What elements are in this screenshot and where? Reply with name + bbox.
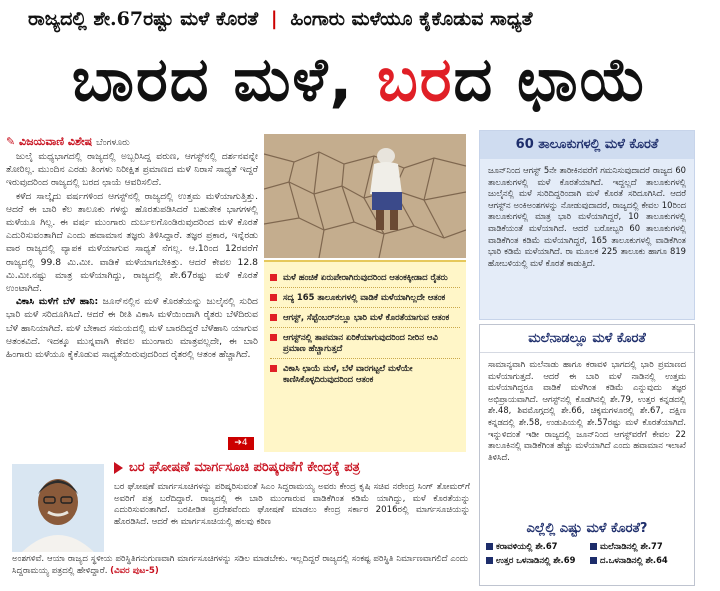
bullet-square-icon	[590, 543, 597, 550]
story-subsection-text: ಜೂನ್‌ನಲ್ಲಿನ ಮಳೆ ಕೊರತೆಯನ್ನು ಜುಲೈನಲ್ಲಿ ಸುರಿದ ಭಾರಿ ಮಳೆ ಸರಿದೂಗಿಸಿದೆ. ಆದರೆ ಈ ರೀತಿ ವಿಕಾಸಿ ಮಳೆಯಿಂದಾಗಿ ರೈತರು ಬೆಳೆದಿರುವ ಬೆಳೆ ಹಾನಿಯಾಗಿದೆ. ಮಳೆ ಬೇಕಾದ ಸಮಯದಲ್ಲಿ ಮಳೆ ಬಾರದಿದ್ದರೆ ಬೆಳೆಹಾನಿ ಯಾಗುವ ಆತಂಕವಿದೆ. ಇದಕ್ಕೂ ಮುನ್ನವಾಗಿ ಕೇವಲ ಮುಂಗಾರು ಮಾತ್ರವಲ್ಲದೇ, ಈ ಬಾರಿ ಹಿಂಗಾರು ಮಳೆಯೂ ಕೈಕೊಡುವ ಸಾಧ್ಯತೆಯಿರುವುದರಿಂದ ರೈತರಲ್ಲಿ ಆತಂಕ ಹೆಚ್ಚಾಗಿದೆ.	[6, 296, 258, 361]
bullet-square-icon	[270, 274, 277, 281]
highlight-text: ಸದ್ಯ 165 ತಾಲೂಕುಗಳಲ್ಲಿ ವಾಡಿಕೆ ಮಳೆಯಾಗಿಲ್ಲದೇ ಆತಂಕ	[283, 292, 446, 302]
story-body	[6, 150, 258, 361]
bullet-square-icon	[486, 557, 493, 564]
region-stat	[590, 541, 688, 552]
bottom-story-headline-text: ಬರ ಘೋಷಣೆ ಮಾರ್ಗಸೂಚಿ ಪರಿಷ್ಕರಣೆಗೆ ಕೇಂದ್ರಕ್ಕೆ ಪತ್ರ	[129, 460, 360, 475]
drought-photo	[264, 134, 466, 258]
kicker-separator: |	[270, 8, 278, 30]
taluk-box-text: ಜೂನ್‌ನಿಂದ ಆಗಸ್ಟ್ 5ನೇ ತಾರೀಕಿನವರೆಗೆ ಗಮನಿಸುವುದಾದರೆ ರಾಜ್ಯದ 60 ತಾಲೂಕುಗಳಲ್ಲಿ ಮಳೆ ಕೊರತೆಯಾಗಿದೆ. ಇದ್ದಲ್ಲದೆ ತಾಲೂಕುಗಳಲ್ಲಿ ಜುಲೈನಲ್ಲಿ ಮಳೆ ಸುರಿದಿದ್ದರಿಂದಾಗಿ ಮಳೆ ಕೊರತೆ ಸರಿದೂಗಿಸಿದೆ. ಆದರೆ ಆಗಸ್ಟ್‌ನ ಅಂಕಿಅಂಶಗಳನ್ನು ನೋಡುವುದಾದರೆ, ರಾಜ್ಯದಲ್ಲಿ ಕೇವಲ 10ರಿಂದ ತಾಲೂಕುಗಳಲ್ಲಿ ಮಾತ್ರ ಭಾರಿ ಮಳೆಯಾಗಿದ್ದರೆ, 10 ತಾಲೂಕುಗಳಲ್ಲಿ ವಾಡಿಕೆಯಂತೆ ಮಳೆಯಾಗಿದೆ. ಆದರೆ ಬರೋಬ್ಬರಿ 60 ತಾಲೂಕುಗಳಲ್ಲಿ ವಾಡಿಕೆಗಿಂತ ಕಡಿಮೆ ಮಳೆಯಾಗಿದ್ದರೆ, 165 ತಾಲೂಕುಗಳಲ್ಲಿ ವಾಡಿಕೆಗಿಂತ ಭಾರಿ ಕಡಿಮೆ ಮಳೆಯಾಗಿದೆ. ರಾ ಮೂಲಕ 225 ತಾಲೂಕು ಹಾಗೂ 819 ಹೋಬಳಿಯಲ್ಲಿ ಮಳೆ ಕೊರತೆ ಕಾಡುತ್ತಿದೆ.	[488, 165, 686, 268]
continued-page-badge[interactable]: ➔4	[228, 437, 254, 450]
highlight-text: ಆಗಸ್ಟ್‌ನಲ್ಲಿ ತಾಪಮಾನ ಏರಿಕೆಯಾಗುವುದರಿಂದ ನೀರಿನ ಆವಿ ಪ್ರಮಾಣ ಹೆಚ್ಚಾಗುತ್ತದೆ	[283, 332, 438, 353]
taluk-box-title: 60 ತಾಲೂಕುಗಳಲ್ಲಿ ಮಳೆ ಕೊರತೆ	[480, 131, 694, 159]
bottom-story-text-1: ಬರ ಘೋಷಣೆ ಮಾರ್ಗಸೂಚಿಗಳನ್ನು ಪರಿಷ್ಕರಿಸುವಂತೆ ಸಿಎಂ ಸಿದ್ದರಾಮಯ್ಯ ಅವರು ಕೇಂದ್ರ ಕೃಷಿ ಸಚಿವ ನರೇಂದ್ರ ಸಿಂಗ್ ತೋಮರ್‌ಗೆ ಅವರಿಗೆ ಪತ್ರ ಬರೆದಿದ್ದಾರೆ. ರಾಜ್ಯದಲ್ಲಿ ಈ ಬಾರಿ ಮುಂಗಾರುವ ವಾಡಿಕೆಗಿಂತ ಕಡಿಮೆ ಯಾಗಿದ್ದು, ಮಳೆ ಕೊರತೆಯನ್ನು ಎದುರಿಸುವಂತಾಗಿದೆ. ಬರಪೀಡಿತ ಪ್ರದೇಶವೆಂದು ಘೋಷಣೆ ಮಾಡಲು ಕೇಂದ್ರ ಸರ್ಕಾರ 2016ರಲ್ಲಿ ಮಾರ್ಗಸೂಚಿಯನ್ನು ಹೊರಡಿಸಿದೆ. ಆದರೆ ಈ ಮಾರ್ಗಸೂಚಿಯಲ್ಲಿ ಹಲವು ಕಠಿಣ	[114, 482, 470, 527]
cm-portrait	[12, 464, 104, 552]
story-paragraph-2: ಕಳೆದ ಸಾಲ್ಕೈದು ವರ್ಷಗಳಿಂದ ಆಗಸ್ಟ್‌ನಲ್ಲಿ ರಾಜ್ಯದಲ್ಲಿ ಉತ್ತಮ ಮಳೆಯಾಗುತ್ತಿತ್ತು. ಆದರೆ ಈ ಬಾರಿ ಕೆಲ ತಾಲೂಕು ಗಳನ್ನು ಹೊರತುಪಡಿಸಿದರೆ ಬಹುತೇಕ ಭಾಗಗಳಲ್ಲಿ ಮಳೆಯೂ ಗಿಲ್ಲ. ಈ ವರ್ಷ ಮುಂಗಾರು ದುರ್ಬಲಗೊಂಡಿರುವುದರಿಂದ ಮಳೆ ಕೊರತೆ ಎದುರಿಸುವಂತಾಗಿದೆ ಎಂದು ಹವಾಮಾನ ತಜ್ಞರು ತಿಳಿಸಿದ್ದಾರೆ. ತಜ್ಞರ ಪ್ರಕಾರ, ಇನ್ನೆರಡು ವಾರ ರಾಜ್ಯದಲ್ಲಿ ವ್ಯಾಪಕ ಮಳೆಯಾಗುವ ಸಾಧ್ಯತೆ ನೆಗಲ್ಲ. ಆ.1ರಿಂದ 12ರವರೆಗೆ ರಾಜ್ಯದಲ್ಲಿ 99.8 ಮಿ.ಮೀ. ವಾಡಿಕೆ ಮಳೆಯಾಗಬೇಕಿತ್ತು. ಆದರೆ ಕೇವಲ 12.8 ಮಿ.ಮೀ.ನಷ್ಟು ಮಾತ್ರ ಮಳೆಯಾಗಿದ್ದು, ರಾಜ್ಯದಲ್ಲಿ ಶೇ.67ರಷ್ಟು ಮಳೆ ಕೊರತೆ ಉಂಟಾಗಿದೆ.	[6, 190, 258, 295]
region-stat-text: ದ.ಒಳನಾಡಿನಲ್ಲಿ ಶೇ.64	[600, 555, 668, 565]
highlight-text: ಮಳೆ ಹಂಚಿಕೆ ಏರುಪೇರಾಗಿರುವುದರಿಂದ ಆತಂಕಕ್ಕೀಡಾದ ರೈತರು	[283, 272, 448, 282]
main-story	[6, 134, 258, 452]
highlight-text: ವಿಕಾಸಿ ಛಾಯೆ ಮಳೆ, ಬೆಳೆ ವಾರಗಟ್ಟಲೆ ಮಳೆಯೇ ಕಾಣಿಸಿಕೊಳ್ಳದಿರುವುದರಿಂದ ಆತಂಕ	[283, 363, 413, 384]
bullet-square-icon	[270, 365, 277, 372]
bullet-square-icon	[270, 294, 277, 301]
region-stat-text: ಕರಾವಳಿಯಲ್ಲಿ ಶೇ.67	[496, 541, 558, 551]
malenadu-box-text: ಸಾಮಾನ್ಯವಾಗಿ ಮಲೆನಾಡು ಹಾಗೂ ಕರಾವಳಿ ಭಾಗದಲ್ಲಿ ಭಾರಿ ಪ್ರಮಾಣದ ಮಳೆಯಾಗುತ್ತದೆ. ಆದರೆ ಈ ಬಾರಿ ಮಳೆ ನಾಡಿನಲ್ಲಿ ಉತ್ತಮ ಮಳೆಯಾಗಿದ್ದರೂ ವಾಡಿಕೆ ಮಳೆಗಿಂತ ಕಡಿಮೆ ಎನ್ನುವುದು ತಜ್ಞರ ಅಭಿಪ್ರಾಯವಾಗಿದೆ. ಆಗಸ್ಟ್‌ನಲ್ಲಿ ಕೊಡಗಿನಲ್ಲಿ ಶೇ.79, ಉತ್ತರ ಕನ್ನಡದಲ್ಲಿ ಶೇ.48, ಶಿವಮೊಗ್ಗದಲ್ಲಿ ಶೇ.66, ಚಿಕ್ಕಮಗಳೂರಲ್ಲಿ ಶೇ.67, ದಕ್ಷಿಣ ಕನ್ನಡದಲ್ಲಿ ಶೇ.58, ಉಡುಪಿಯಲ್ಲಿ ಶೇ.57ರಷ್ಟು ಮಳೆ ಕೊರತೆಯಾಗಿದೆ. ಇನ್ನುಳಿದಂತೆ ಇಡೀ ರಾಜ್ಯದಲ್ಲಿ ಜೂನ್‌ನಿಂದ ಆಗಸ್ಟ್‌ವರೆಗೆ ಕೇವಲ 22 ತಾಲೂಕಿನಲ್ಲಿ ವಾಡಿಕೆಗಿಂತ ಹೆಚ್ಚು ಮಳೆಯಾಗಿದೆ ಎಂದು ಹವಾಮಾನ ಇಲಾಖೆ ತಿಳಿಸಿದೆ.	[488, 359, 686, 462]
region-stats-heading: ಎಲ್ಲೆಲ್ಲಿ ಎಷ್ಟು ಮಳೆ ಕೊರತೆ?	[526, 521, 648, 536]
highlight-text: ಆಗಸ್ಟ್, ಸೆಪ್ಟೆಂಬರ್‌ನಲ್ಲೂ ಭಾರಿ ಮಳೆ ಕೊರತೆಯಾಗುವ ಆತಂಕ	[283, 312, 450, 322]
taluk-shortfall-box	[479, 130, 695, 320]
bullet-square-icon	[486, 543, 493, 550]
story-subhead: ವಿಕಾಸಿ ಮಳೆಗೆ ಬೆಳೆ ಹಾನಿ:	[16, 296, 99, 308]
main-headline	[0, 38, 720, 122]
highlights-box	[264, 260, 466, 452]
region-stats-grid	[480, 541, 694, 566]
bullet-square-icon	[270, 314, 277, 321]
bullet-square-icon	[270, 334, 277, 341]
malenadu-box-title: ಮಲೆನಾಡಲ್ಲೂ ಮಳೆ ಕೊರತೆ	[480, 325, 694, 353]
play-arrow-icon	[114, 462, 123, 474]
bottom-story-headline[interactable]	[114, 456, 470, 480]
highlight-item	[270, 288, 460, 308]
kicker-line	[0, 0, 720, 38]
region-stat	[486, 541, 584, 552]
region-stat-text: ಮಲೆನಾಡಿನಲ್ಲಿ ಶೇ.77	[600, 541, 663, 551]
more-details-text: ವಿವರ ಪುಟ-5	[114, 565, 155, 576]
story-subsection	[6, 295, 258, 361]
kicker-part-1: ರಾಜ್ಯದಲ್ಲಿ ಶೇ.67ರಷ್ಟು ಮಳೆ ಕೊರತೆ	[28, 8, 259, 30]
highlight-item	[270, 328, 460, 359]
region-stat	[486, 555, 584, 566]
region-stat-text: ಉತ್ತರ ಒಳನಾಡಿನಲ್ಲಿ ಶೇ.69	[496, 555, 576, 565]
headline-red-word: ಬರ	[377, 45, 454, 115]
bullet-square-icon	[590, 557, 597, 564]
bottom-story-text-2-body: ಅಂಶಗಳಿವೆ. ಆಯಾ ರಾಜ್ಯದ ಸ್ಥಳೀಯ ಪರಿಸ್ಥಿತಿಗನುಗುಣವಾಗಿ ಮಾರ್ಗಸೂಚಿಗಳನ್ನು ಸಡಿಲ ಮಾಡಬೇಕು. ಇಲ್ಲದಿದ್ದರೆ ರಾಜ್ಯದಲ್ಲಿ ಸಂಕಷ್ಟ ಪರಿಸ್ಥಿತಿ ನಿರ್ಮಾಣವಾಗಲಿದೆ ಎಂದು ಸಿದ್ದರಾಮಯ್ಯ ಪತ್ರದಲ್ಲಿ ಹೇಳಿದ್ದಾರೆ.	[12, 554, 468, 576]
story-paragraph-1: ಜುಲೈ ಮಧ್ಯಭಾಗದಲ್ಲಿ ರಾಜ್ಯದಲ್ಲಿ ಅಬ್ಬರಿಸಿದ್ದ ವರುಣ, ಆಗಸ್ಟ್‌ನಲ್ಲಿ ದರ್ಶನವನ್ನೇ ತೋರಿಲ್ಲ. ಮುಂದಿನ ಎರಡು ತಿಂಗಳು ನಿರೀಕ್ಷಿತ ಪ್ರಮಾಣದ ಮಳೆ ನಿರಾಸೆ ಸಾಧ್ಯತೆ ಇದ್ದರೆ ಇರುವುದರಿಂದ ರಾಜ್ಯದಲ್ಲಿ ಬರದ ಛಾಯೆ ಆವರಿಸಲಿದೆ.	[6, 151, 258, 189]
malenadu-box	[479, 324, 695, 586]
byline-source: ವಿಜಯವಾಣಿ ವಿಶೇಷ	[19, 135, 93, 148]
byline-place: ಬೆಂಗಳೂರು	[96, 138, 130, 148]
region-stat	[590, 555, 688, 566]
highlight-item	[270, 268, 460, 288]
continued-page-number: 4	[241, 438, 248, 448]
headline-part-1: ಬಾರದ ಮಳೆ,	[71, 45, 378, 115]
kicker-part-2: ಹಿಂಗಾರು ಮಳೆಯೂ ಕೈಕೊಡುವ ಸಾಧ್ಯತೆ	[290, 8, 533, 30]
byline	[6, 134, 258, 150]
byline-icon: ✎	[6, 135, 20, 148]
highlight-item	[270, 308, 460, 328]
more-details-link[interactable]: (ವಿವರ ಪುಟ-5)	[110, 565, 159, 576]
bottom-story	[6, 456, 472, 586]
headline-part-3: ದ ಛಾಯೆ	[453, 45, 649, 115]
bottom-story-text-2	[12, 554, 468, 584]
highlight-item	[270, 359, 460, 389]
